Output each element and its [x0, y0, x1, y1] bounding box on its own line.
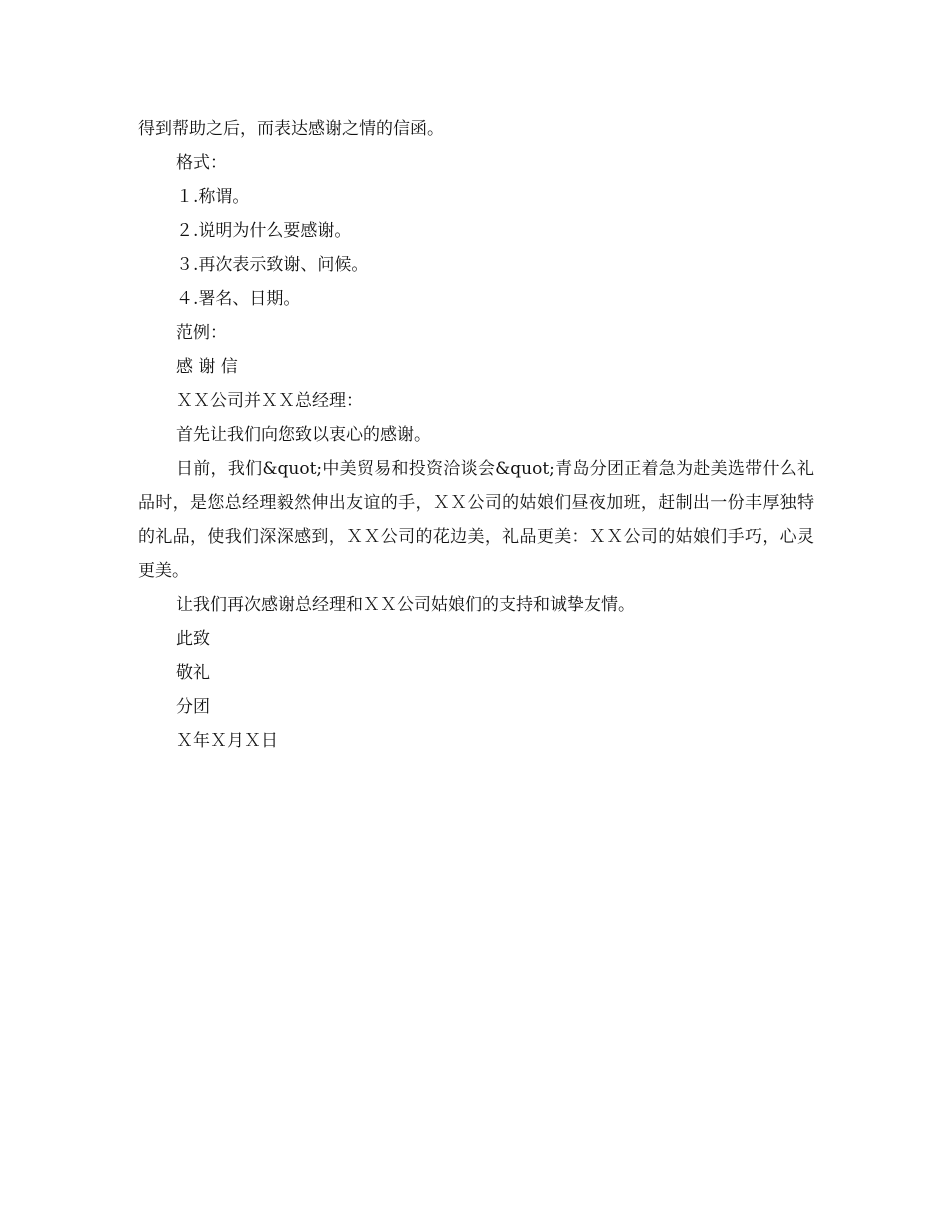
letter-date: Ｘ年Ｘ月Ｘ日 — [176, 731, 278, 751]
letter-closing-1: 此致 — [176, 629, 210, 649]
document-body — [138, 112, 814, 758]
format-item-3: ３.再次表示致谢、问候。 — [176, 255, 369, 275]
format-item-2: ２.说明为什么要感谢。 — [176, 221, 352, 241]
letter-closing-2: 敬礼 — [176, 663, 210, 683]
format-heading: 格式： — [176, 153, 227, 173]
format-item-4: ４.署名、日期。 — [176, 289, 301, 309]
letter-paragraph-1: 首先让我们向您致以衷心的感谢。 — [176, 425, 431, 445]
letter-paragraph-2: 日前，我们&quot;中美贸易和投资洽谈会&quot;青岛分团正着急为赴美选带什么礼品时，是您总经理毅然伸出友谊的手，ＸＸ公司的姑娘们昼夜加班，赶制出一份丰厚独特的礼品，使我们深深感到，ＸＸ公司的花边美，礼品更美：ＸＸ公司的姑娘们手巧，心灵更美。 — [138, 459, 814, 581]
format-item-1: １.称谓。 — [176, 187, 250, 207]
letter-salutation: ＸＸ公司并ＸＸ总经理： — [176, 391, 363, 411]
letter-title: 感 谢 信 — [176, 357, 238, 377]
example-heading: 范例： — [176, 323, 227, 343]
intro-line: 得到帮助之后，而表达感谢之情的信函。 — [138, 119, 444, 139]
letter-paragraph-3: 让我们再次感谢总经理和ＸＸ公司姑娘们的支持和诚挚友情。 — [176, 595, 635, 615]
letter-signature: 分团 — [176, 697, 210, 717]
